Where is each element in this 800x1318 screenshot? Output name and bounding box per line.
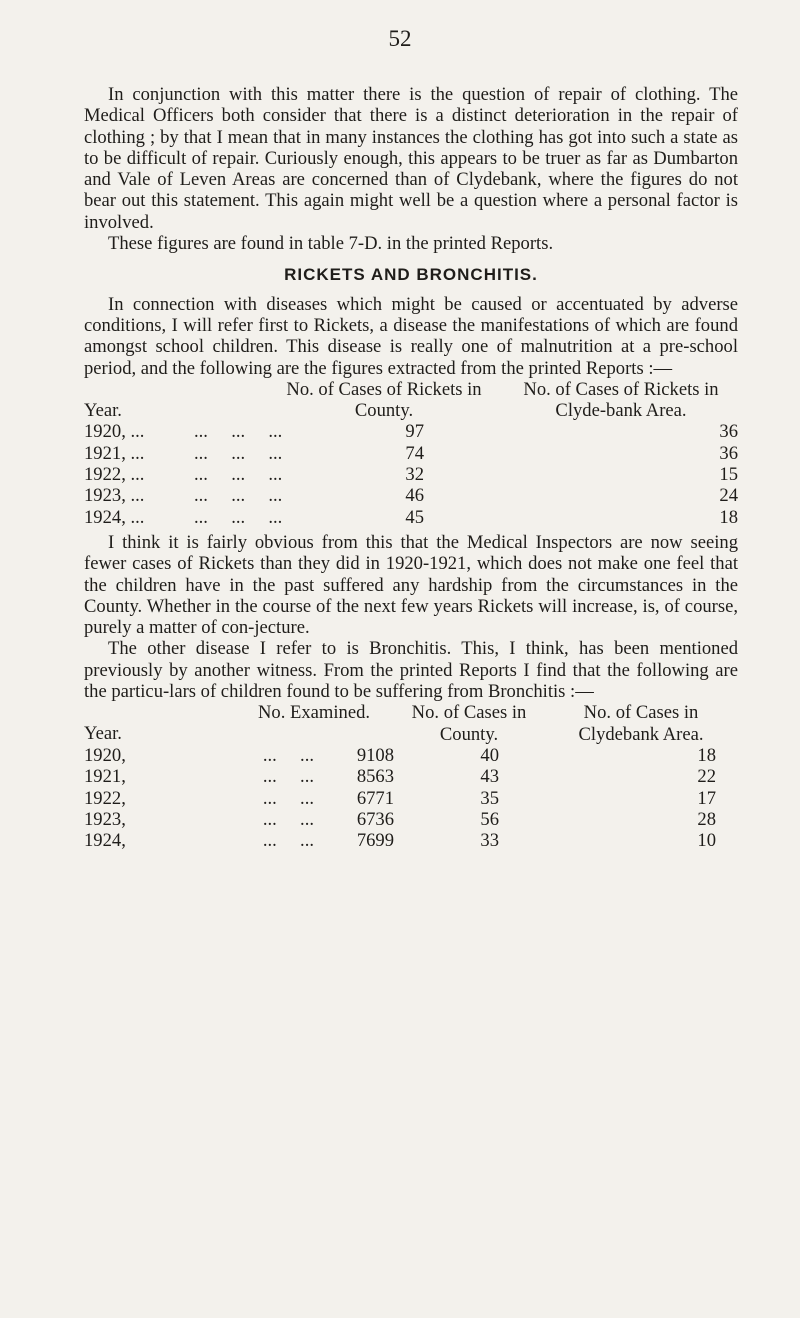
rickets-header-county: No. of Cases of Rickets in County.: [286, 378, 482, 422]
table-row: [84, 745, 738, 766]
table-row: [84, 507, 738, 528]
leader-dots: ... ... ...: [194, 442, 283, 464]
bronchitis-clydebank-value: 18: [697, 744, 716, 766]
rickets-year: 1922, ...: [84, 464, 145, 486]
rickets-county-value: 32: [405, 464, 424, 486]
page-number: 52: [388, 26, 412, 51]
section-heading: RICKETS AND BRONCHITIS.: [284, 265, 538, 285]
bronchitis-year: 1922,: [84, 787, 126, 809]
bronchitis-header-county: No. of Cases in County.: [411, 702, 527, 745]
leader-dots: ... ...: [262, 808, 314, 830]
bronchitis-year: 1920,: [84, 744, 126, 766]
paragraph-clothing: In conjunction with this matter there is the question of repair of clothing. The Medical Officers both consider that there is a distinct deterioration in the repair of clothing ; by that I mean that in many instances the clothing has got into such a state as to be difficult of repair. Curiously enough, this appears to be truer as far as Dumbarton and Vale of Leven Areas are concerned than of Clydebank, where the figures do not bear out this statement. This again might well be a question where a personal factor is involved.: [84, 84, 738, 233]
bronchitis-table-rows: [84, 745, 738, 851]
rickets-header-clydebank: No. of Cases of Rickets in Clyde-bank Area.: [523, 378, 719, 422]
paragraph-table-reference: These figures are found in table 7-D. in the printed Reports.: [108, 233, 554, 255]
bronchitis-header-clydebank: No. of Cases in Clydebank Area.: [578, 702, 704, 745]
bronchitis-county-value: 43: [480, 766, 499, 788]
bronchitis-examined-value: 6771: [356, 787, 394, 809]
spacer: [424, 443, 658, 464]
spacer: [424, 421, 658, 442]
bronchitis-examined-value: 7699: [356, 830, 394, 852]
bronchitis-clydebank-value: 10: [697, 830, 716, 852]
rickets-year: 1921, ...: [84, 442, 145, 464]
table-row: [84, 788, 738, 809]
table-row: [84, 766, 738, 787]
table-row: [84, 464, 738, 485]
bronchitis-examined-value: 8563: [356, 766, 394, 788]
leader-dots: ... ...: [262, 766, 314, 788]
leader-dots: ... ... ...: [194, 421, 283, 443]
leader-dots: ... ...: [262, 744, 314, 766]
rickets-header-year: Year.: [84, 399, 122, 421]
bronchitis-year: 1923,: [84, 808, 126, 830]
leader-dots: ... ...: [262, 787, 314, 809]
spacer: [424, 464, 658, 485]
bronchitis-examined-value: 6736: [356, 808, 394, 830]
table-row: [84, 809, 738, 830]
leader-dots: ... ...: [262, 830, 314, 852]
bronchitis-year: 1924,: [84, 830, 126, 852]
rickets-year: 1923, ...: [84, 485, 145, 507]
rickets-county-value: 45: [405, 506, 424, 528]
rickets-table-rows: [84, 421, 738, 527]
bronchitis-year: 1921,: [84, 766, 126, 788]
bronchitis-clydebank-value: 28: [697, 808, 716, 830]
paragraph-rickets-conclusion: I think it is fairly obvious from this that the Medical Inspectors are now seeing fewer cases of Rickets than they did in 1920-1921, which does not make one feel that the children have in the past suffered any hardship from the circumstances in the County. Whether in the course of the next few years Rickets will increase, is, of course, purely a matter of con-jecture.: [84, 531, 738, 639]
bronchitis-county-value: 33: [480, 830, 499, 852]
rickets-county-value: 74: [405, 442, 424, 464]
rickets-county-value: 46: [405, 485, 424, 507]
rickets-clydebank-value: 36: [719, 442, 738, 464]
rickets-clydebank-value: 15: [719, 464, 738, 486]
bronchitis-table: [84, 702, 738, 745]
rickets-county-value: 97: [405, 421, 424, 443]
bronchitis-clydebank-value: 22: [697, 766, 716, 788]
bronchitis-header-year: Year.: [84, 723, 122, 745]
leader-dots: ... ... ...: [194, 464, 283, 486]
bronchitis-clydebank-value: 17: [697, 787, 716, 809]
table-row: [84, 830, 738, 851]
paragraph-rickets-intro: In connection with diseases which might be caused or accentuated by adverse conditions, I will refer first to Rickets, a disease the manifestations of which are found amongst school children. This disease is really one of malnutrition at a pre-school period, and the following are the figures extracted from the printed Reports :—: [84, 293, 738, 379]
bronchitis-header-examined: No. Examined.: [257, 702, 371, 724]
bronchitis-county-value: 40: [480, 744, 499, 766]
table-row: [84, 443, 738, 464]
rickets-clydebank-value: 18: [719, 506, 738, 528]
bronchitis-county-value: 35: [480, 787, 499, 809]
page-body: [84, 84, 738, 851]
rickets-table: [84, 379, 738, 422]
bronchitis-county-value: 56: [480, 808, 499, 830]
rickets-clydebank-value: 36: [719, 421, 738, 443]
leader-dots: ... ... ...: [194, 506, 283, 528]
spacer: [424, 507, 658, 528]
rickets-year: 1920, ...: [84, 421, 145, 443]
rickets-year: 1924, ...: [84, 506, 145, 528]
table-row: [84, 421, 738, 442]
spacer: [424, 485, 658, 506]
paragraph-bronchitis-intro: The other disease I refer to is Bronchitis. This, I think, has been mentioned previously by another witness. From the printed Reports I find that the following are the particu-lars of children found to be suffering from Bronchitis :—: [84, 638, 738, 703]
bronchitis-examined-value: 9108: [356, 744, 394, 766]
table-row: [84, 485, 738, 506]
rickets-clydebank-value: 24: [719, 485, 738, 507]
leader-dots: ... ... ...: [194, 485, 283, 507]
